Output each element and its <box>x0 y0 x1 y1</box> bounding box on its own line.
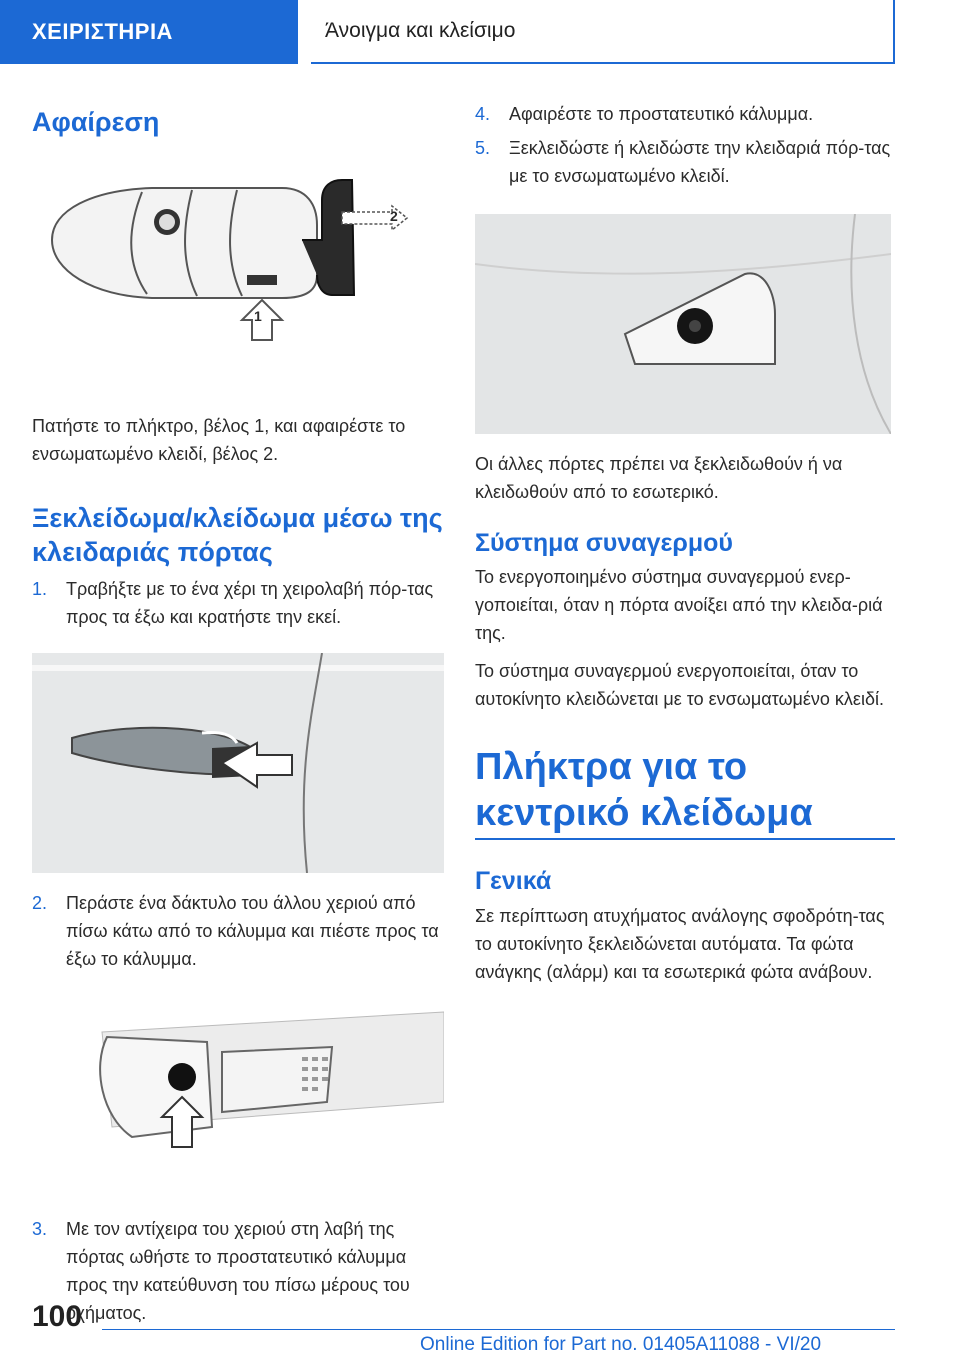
alarm-paragraph-1: Το ενεργοποιημένο σύστημα συναγερμού ενερ-γοποιείται, όταν η πόρτα ανοίξει από την κλειδα-ριά της. <box>475 567 883 644</box>
step-2 <box>32 889 444 973</box>
door-handle-illustration <box>32 653 444 873</box>
header-section-tab <box>0 0 298 64</box>
step-text: Με τον αντίχειρα του χεριού στη λαβή της πόρτας ωθήστε το προστατευτικό κάλυμμα προς την κατεύθυνση του πίσω μέρους του οχήματος. <box>66 1219 410 1324</box>
lock-cylinder-illustration <box>475 214 891 434</box>
cover-removal-figure <box>32 1007 444 1187</box>
figure-label-2: 2 <box>390 207 398 224</box>
central-locking-heading: Πλήκτρα για το κεντρικό κλείδωμα <box>475 746 813 834</box>
header-chapter-box <box>311 0 895 64</box>
step-1 <box>32 575 444 631</box>
other-doors-text: Οι άλλες πόρτες πρέπει να ξεκλειδωθούν ή να κλειδωθούν από το εσωτερικό. <box>475 454 843 502</box>
page-number: 100 <box>32 1300 83 1333</box>
step-text: Ξεκλειδώστε ή κλειδώστε την κλειδαριά πόρ-τας με το ενσωματωμένο κλειδί. <box>509 138 891 186</box>
header-chapter-title: Άνοιγμα και κλείσιμο <box>325 19 516 42</box>
key-removal-figure <box>32 170 444 360</box>
alarm-heading: Σύστημα συναγερμού <box>475 529 733 557</box>
step-number: 4. <box>475 104 491 124</box>
general-heading: Γενικά <box>475 867 552 896</box>
cover-removal-illustration <box>32 1007 444 1187</box>
general-text: Σε περίπτωση ατυχήματος ανάλογης σφοδρότη-τας το αυτοκίνητο ξεκλειδώνεται αυτόματα. Τα φώτα ανάγκης (αλάρμ) και τα εσωτερικά φώτα ανάβουν. <box>475 905 885 982</box>
step-4 <box>475 100 895 128</box>
right-column <box>475 100 895 986</box>
key-fob-illustration <box>32 170 444 360</box>
central-locking-heading-block <box>475 745 895 840</box>
unlock-heading: Ξεκλείδωμα/κλείδωμα μέσω της κλειδαριάς πόρτας <box>32 502 443 567</box>
removal-text: Πατήστε το πλήκτρο, βέλος 1, και αφαιρέστε το ενσωματωμένο κλειδί, βέλος 2. <box>32 415 406 464</box>
figure-label-1: 1 <box>254 307 262 324</box>
step-number: 5. <box>475 138 491 158</box>
left-column <box>32 100 444 1327</box>
step-number: 2. <box>32 893 48 914</box>
step-text: Περάστε ένα δάκτυλο του άλλου χεριού από πίσω κάτω από το κάλυμμα και πιέστε προς τα έξω το κάλυμμα. <box>66 893 439 970</box>
step-3 <box>32 1215 444 1327</box>
step-number: 1. <box>32 579 48 600</box>
door-handle-figure <box>32 653 444 873</box>
removal-heading: Αφαίρεση <box>32 107 160 137</box>
step-number: 3. <box>32 1219 48 1240</box>
step-text: Τραβήξτε με το ένα χέρι τη χειρολαβή πόρ-τας προς τα έξω και κρατήστε την εκεί. <box>66 579 434 628</box>
lock-cylinder-figure <box>475 214 891 434</box>
alarm-paragraph-2: Το σύστημα συναγερμού ενεργοποιείται, όταν το αυτοκίνητο κλειδώνεται με το ενσωματωμένο κλειδί. <box>475 661 884 710</box>
header-section-title: ΧΕΙΡΙΣΤΗΡΙΑ <box>32 19 173 44</box>
footer-rule <box>102 1329 895 1330</box>
step-5 <box>475 134 895 190</box>
step-text: Αφαιρέστε το προστατευτικό κάλυμμα. <box>509 104 814 124</box>
footer-edition: Online Edition for Part no. 01405A11088 - VI/20 <box>420 1334 822 1355</box>
